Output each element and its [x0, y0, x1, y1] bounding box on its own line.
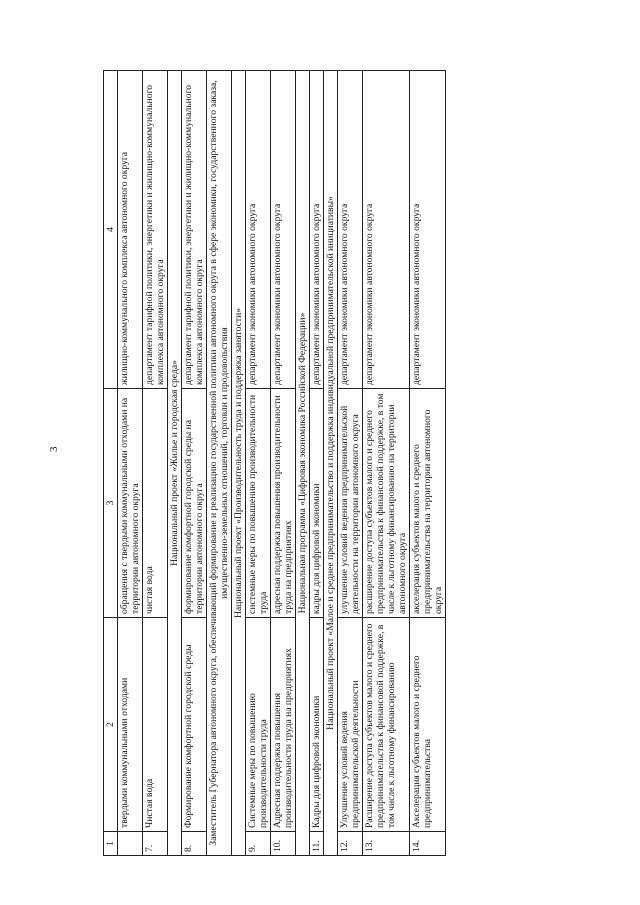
rotated-table-container: [103, 71, 613, 856]
responsible-department-cell: департамент экономики автономного округа: [338, 71, 363, 389]
section-heading: Национальный проект «Малое и среднее предпринимательство и поддержка индивидуальной предпринимательской инициативы»: [324, 71, 338, 856]
header-cell-4: 4: [104, 71, 118, 389]
responsible-department-cell: департамент экономики автономного округа: [363, 71, 410, 389]
responsible-department-cell: жилищно-коммунального комплекса автономного округа: [118, 71, 143, 389]
responsible-department-cell: департамент тарифной политики, энергетики и жилищно-коммунального комплекса автономного округа: [182, 71, 207, 389]
table-row: [182, 71, 207, 856]
responsible-department-cell: департамент экономики автономного округа: [310, 71, 324, 389]
goal-name-cell: твердыми коммунальными отходами: [118, 618, 143, 832]
table-header-row: [104, 71, 118, 856]
project-name-cell: расширение доступа субъектов малого и среднего предпринимательства к финансовой поддержке, в том числе к льготному финансированию на территории автономного округа: [363, 389, 410, 618]
row-number-cell: 12.: [338, 832, 363, 856]
goal-name-cell: Чистая вода: [143, 618, 168, 832]
row-number-cell: 8.: [182, 832, 207, 856]
table-row: [246, 71, 271, 856]
table-row: [410, 71, 446, 856]
responsibility-table: [103, 70, 446, 856]
section-heading-row: [207, 71, 232, 856]
table-row: [118, 71, 143, 856]
responsible-department-cell: департамент тарифной политики, энергетики и жилищно-коммунального комплекса автономного округа: [143, 71, 168, 389]
goal-name-cell: Формирование комфортной городской среды: [182, 618, 207, 832]
section-heading: Национальный проект «Жилье и городская среда»: [168, 71, 182, 856]
table-row: [338, 71, 363, 856]
header-cell-3: 3: [104, 389, 118, 618]
row-number-cell: 14.: [410, 832, 446, 856]
section-heading-row: [324, 71, 338, 856]
table-row: [271, 71, 296, 856]
responsible-department-cell: департамент экономики автономного округа: [246, 71, 271, 389]
goal-name-cell: Расширение доступа субъектов малого и среднего предпринимательства к финансовой поддержке, в том числе к льготному финансированию: [363, 618, 410, 832]
row-number-cell: 11.: [310, 832, 324, 856]
project-name-cell: улучшение условий ведения предпринимательской деятельности на территории автономного округа: [338, 389, 363, 618]
goal-name-cell: Улучшение условий ведения предпринимательской деятельности: [338, 618, 363, 832]
section-heading-row: [296, 71, 310, 856]
project-name-cell: обращения с твердыми коммунальными отходами на территории автономного округа: [118, 389, 143, 618]
row-number-cell: 13.: [363, 832, 410, 856]
responsible-department-cell: департамент экономики автономного округа: [410, 71, 446, 389]
project-name-cell: акселерация субъектов малого и среднего предпринимательства на территории автономного округа: [410, 389, 446, 618]
table-row: [143, 71, 168, 856]
section-heading-row: [168, 71, 182, 856]
header-cell-1: 1: [104, 832, 118, 856]
section-heading-row: [232, 71, 246, 856]
responsible-department-cell: департамент экономики автономного округа: [271, 71, 296, 389]
row-number-cell: 10.: [271, 832, 296, 856]
project-name-cell: адресная поддержка повышения производительности труда на предприятиях: [271, 389, 296, 618]
goal-name-cell: Акселерация субъектов малого и среднего предпринимательства: [410, 618, 446, 832]
section-heading: Заместитель Губернатора автономного округа, обеспечивающий формирование и реализацию государственной политики автономного округа в сфере экономики, государственного заказа, имущественно-земельных отношений, торговли и продовольствия: [207, 71, 232, 856]
table-row: [363, 71, 410, 856]
header-cell-2: 2: [104, 618, 118, 832]
project-name-cell: формирование комфортной городской среды на территории автономного округа: [182, 389, 207, 618]
project-name-cell: кадры для цифровой экономики: [310, 389, 324, 618]
section-heading: Национальный проект «Производительность труда и поддержка занятости»: [232, 71, 246, 856]
project-name-cell: системные меры по повышению производительности труда: [246, 389, 271, 618]
row-number-cell: 7.: [143, 832, 168, 856]
row-number-cell: [118, 832, 143, 856]
project-name-cell: чистая вода: [143, 389, 168, 618]
row-number-cell: 9.: [246, 832, 271, 856]
goal-name-cell: Адресная поддержка повышения производительности труда на предприятиях: [271, 618, 296, 832]
page-number: 3: [48, 446, 60, 452]
goal-name-cell: Кадры для цифровой экономики: [310, 618, 324, 832]
table-row: [310, 71, 324, 856]
goal-name-cell: Системные меры по повышению производительности труда: [246, 618, 271, 832]
section-heading: Национальная программа «Цифровая экономика Российской Федерации»: [296, 71, 310, 856]
